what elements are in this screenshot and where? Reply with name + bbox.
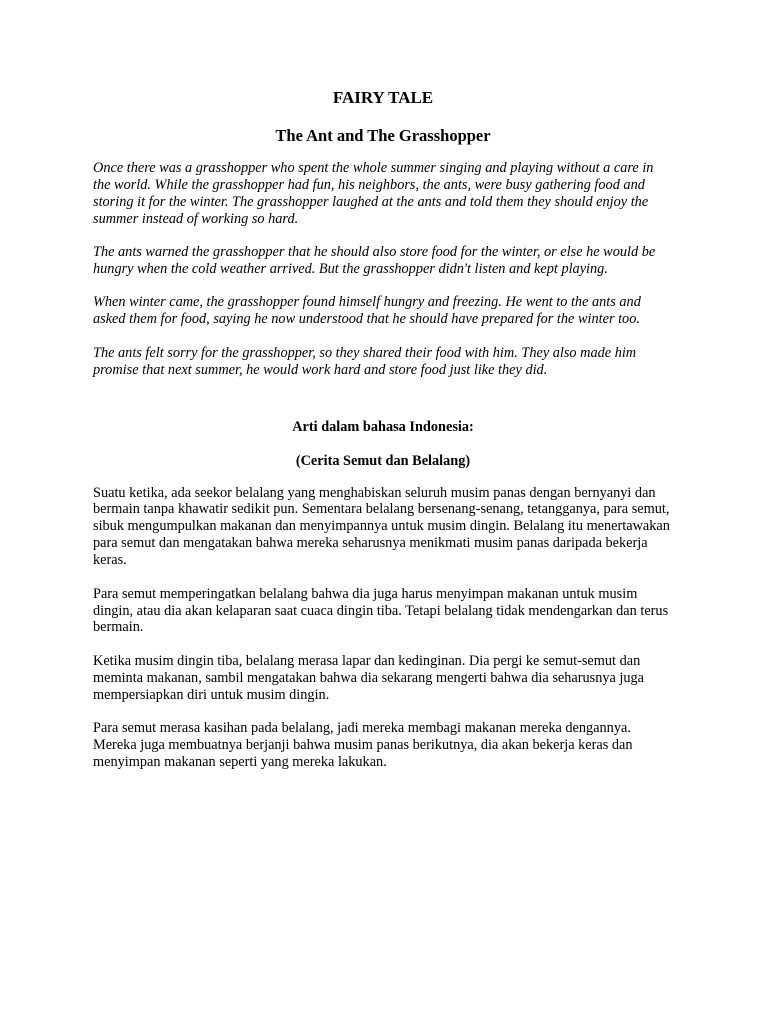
translation-heading: Arti dalam bahasa Indonesia:	[292, 418, 474, 435]
indonesian-paragraph-1: Suatu ketika, ada seekor belalang yang menghabiskan seluruh musim panas dengan bernyanyi dan bermain tanpa khawatir sedikit pun. Sementara belalang bersenang-senang, tetangganya, para semut, sibuk mengumpulkan makanan dan menyimpannya untuk musim dingin. Belalang itu menertawakan para semut dan mengatakan bahwa mereka seharusnya menikmati musim panas daripada bekerja keras.	[93, 484, 670, 569]
indonesian-paragraph-2: Para semut memperingatkan belalang bahwa dia juga harus menyimpan makanan untuk musim dingin, atau dia akan kelaparan saat cuaca dingin tiba. Tetapi belalang tidak mendengarkan dan terus bermain.	[93, 585, 669, 636]
english-story	[93, 160, 673, 379]
english-paragraph-2: The ants warned the grasshopper that he should also store food for the winter, or else he would be hungry when the cold weather arrived. But the grasshopper didn't listen and kept playing.	[93, 244, 656, 278]
english-paragraph-4: The ants felt sorry for the grasshopper, so they shared their food with him. They also made him promise that next summer, he would work hard and store food just like they did.	[93, 344, 637, 378]
document-title: FAIRY TALE	[332, 88, 434, 107]
indonesian-story	[93, 485, 673, 771]
english-paragraph-3: When winter came, the grasshopper found himself hungry and freezing. He went to the ants and asked them for food, saying he now understood that he should have prepared for the winter too.	[93, 294, 641, 328]
story-title: The Ant and The Grasshopper	[275, 126, 491, 145]
translation-title: (Cerita Semut dan Belalang)	[295, 452, 471, 469]
indonesian-paragraph-3: Ketika musim dingin tiba, belalang merasa lapar dan kedinginan. Dia pergi ke semut-semut dan meminta makanan, sambil mengatakan bahwa dia sekarang mengerti bahwa dia seharusnya juga mempersiapkan diri untuk musim dingin.	[93, 652, 645, 703]
document-content	[93, 87, 673, 787]
indonesian-paragraph-4: Para semut merasa kasihan pada belalang, jadi mereka membagi makanan mereka dengannya. Mereka juga membuatnya berjanji bahwa musim panas berikutnya, dia akan bekerja keras dan menyimpan makanan seperti yang mereka lakukan.	[93, 720, 633, 770]
english-paragraph-1: Once there was a grasshopper who spent the whole summer singing and playing without a care in the world. While the grasshopper had fun, his neighbors, the ants, were busy gathering food and storing it for the winter. The grasshopper laughed at the ants and told them they should enjoy the summer instead of working so hard.	[93, 160, 654, 227]
